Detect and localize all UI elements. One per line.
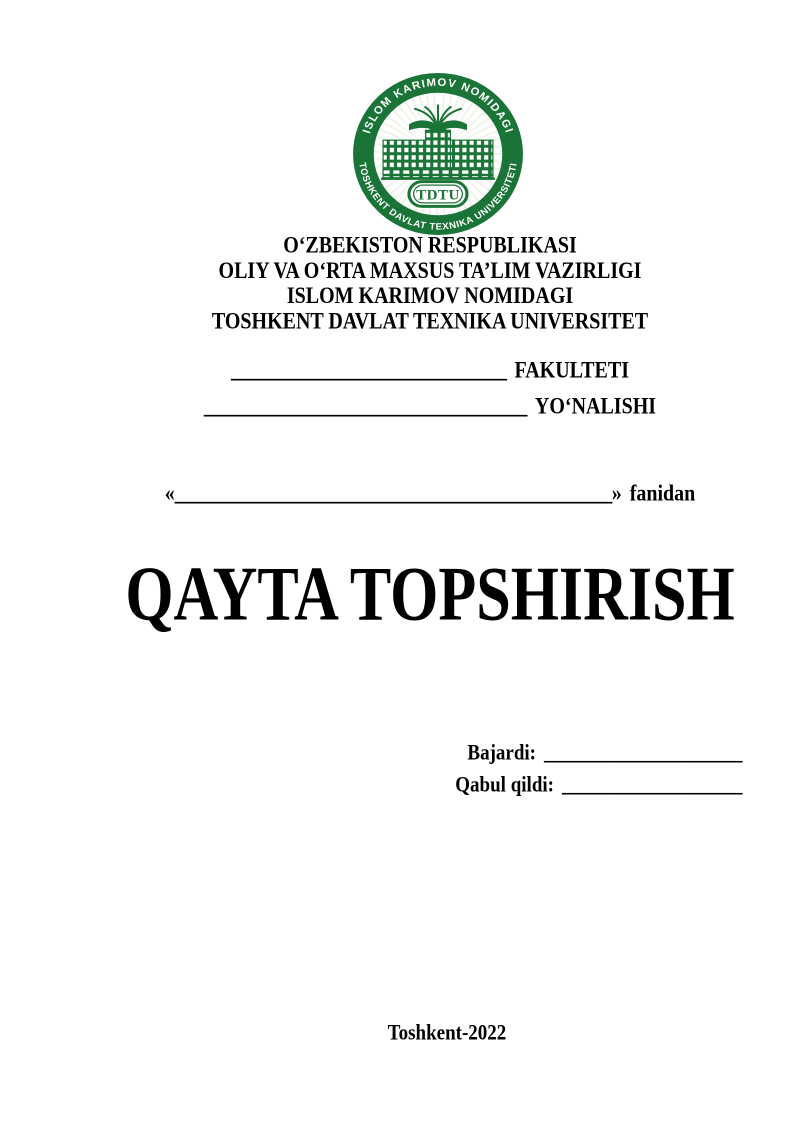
subject-line [60, 481, 800, 507]
subject-suffix: fanidan [629, 481, 696, 507]
university-building-illustration [381, 123, 495, 180]
country-line: O‘ZBEKISTON RESPUBLIKASI [283, 233, 577, 259]
page-title: QAYTA TOPSHIRISH [125, 552, 735, 637]
signature-block [455, 737, 742, 801]
subject-close-quote: » [611, 481, 622, 507]
tdtu-seal-icon [352, 72, 524, 236]
subject-open-quote: « [164, 481, 175, 507]
university-name-line-1: ISLOM KARIMOV NOMIDAGI [286, 283, 574, 309]
performed-by-label: Bajardi: [467, 740, 536, 766]
tdtu-university-seal [352, 72, 524, 236]
faculty-line [60, 358, 800, 384]
performed-by-row [455, 737, 742, 769]
direction-label: YO‘NALISHI [534, 394, 657, 420]
seal-top-arc-text: ISLOM KARIMOV NOMIDAGI [360, 76, 516, 136]
direction-blank: __________________________________ [203, 394, 527, 420]
accepted-by-blank: ____________________ [562, 772, 742, 798]
direction-line [60, 394, 800, 420]
faculty-label: FAKULTETI [514, 358, 629, 384]
performed-by-blank: ______________________ [544, 740, 742, 766]
university-name-line-2: TOSHKENT DAVLAT TEXNIKA UNIVERSITET [211, 308, 649, 335]
subject-blank: ______________________________________________ [174, 481, 612, 507]
header-block [60, 233, 800, 334]
tdtu-badge [409, 182, 467, 207]
seal-bottom-arc-text: TOSHKENT DAVLAT TEXNIKA UNIVERSITETI [357, 161, 519, 232]
tdtu-badge-text: TDTU [416, 187, 460, 204]
ministry-line: OLIY VA O‘RTA MAXSUS TA’LIM VAZIRLIGI [218, 258, 642, 284]
accepted-by-row [455, 769, 742, 801]
accepted-by-label: Qabul qildi: [455, 772, 554, 798]
faculty-blank: _____________________________ [231, 358, 507, 384]
city-year-line: Toshkent-2022 [387, 1021, 507, 1046]
open-book-icon [409, 105, 467, 133]
